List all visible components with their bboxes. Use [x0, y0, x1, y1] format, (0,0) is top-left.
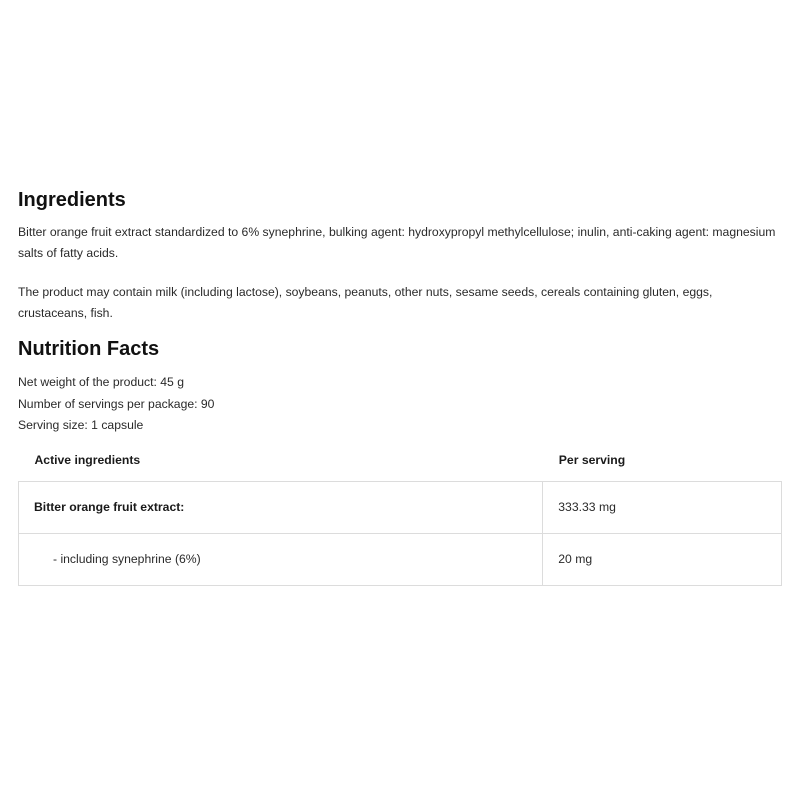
- ingredient-value: 20 mg: [543, 533, 782, 585]
- net-weight: Net weight of the product: 45 g: [18, 375, 184, 389]
- serving-size: Serving size: 1 capsule: [18, 418, 144, 432]
- table-row: [19, 533, 782, 585]
- nutrition-table: [18, 451, 782, 586]
- servings-per-package: Number of servings per package: 90: [18, 396, 215, 411]
- allergens-text: The product may contain milk (including lactose), soybeans, peanuts, other nuts, sesame seeds, cereals containing gluten, eggs, crustaceans, fish.: [18, 285, 713, 320]
- product-info: [18, 186, 782, 586]
- table-row: [19, 481, 782, 533]
- table-header-row: [19, 451, 782, 482]
- nutrition-facts-summary: [18, 372, 782, 437]
- ingredients-text: Bitter orange fruit extract standardized to 6% synephrine, bulking agent: hydroxypropyl methylcellulose; inulin, anti-caking agent: magnesium salts of fatty acids.: [18, 225, 776, 260]
- ingredient-name: Bitter orange fruit extract:: [19, 481, 543, 533]
- ingredients-heading: Ingredients: [18, 189, 126, 211]
- ingredient-value: 333.33 mg: [543, 481, 782, 533]
- column-header-active-ingredients: Active ingredients: [34, 452, 141, 467]
- column-header-per-serving: Per serving: [558, 452, 626, 467]
- nutrition-facts-heading: Nutrition Facts: [18, 338, 160, 360]
- ingredient-name: - including synephrine (6%): [19, 533, 543, 585]
